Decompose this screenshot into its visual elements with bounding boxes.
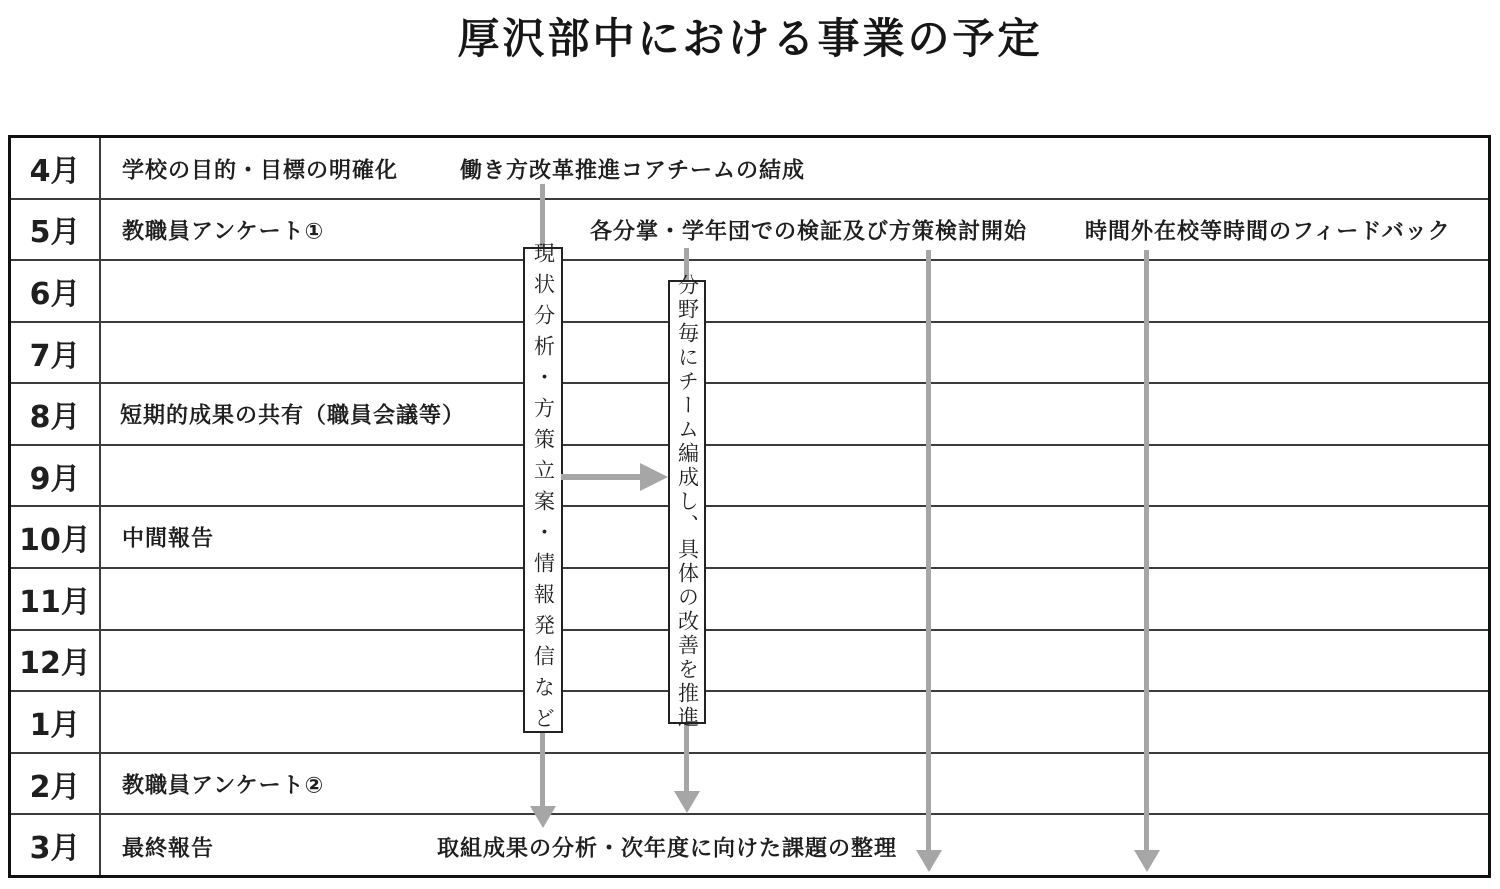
down-arrowhead-icon — [916, 850, 942, 872]
event-label-may-verification: 各分掌・学年団での検証及び方策検討開始 — [590, 219, 1028, 245]
event-label-mar-final: 最終報告 — [122, 836, 215, 862]
table-row-september — [11, 446, 1488, 508]
connector-line-box1-bottom — [540, 733, 545, 807]
event-label-april-goal: 学校の目的・目標の明確化 — [122, 158, 399, 184]
row-content — [101, 631, 1488, 691]
event-label-aug-share: 短期的成果の共有（職員会議等） — [120, 403, 466, 429]
horizontal-arrow-line — [561, 474, 640, 480]
table-row-december — [11, 631, 1488, 693]
row-content — [101, 261, 1488, 321]
flow-box-team-label: 分野毎にチーム編成し、具体の改善を推進 — [675, 274, 700, 730]
month-label: 10月 — [11, 507, 101, 567]
month-label: 12月 — [11, 631, 101, 691]
table-row-january — [11, 692, 1488, 754]
table-row-june — [11, 261, 1488, 323]
connector-line-box1-top — [540, 184, 545, 248]
month-label: 6月 — [11, 261, 101, 321]
event-label-oct-interim: 中間報告 — [122, 526, 215, 552]
month-label: 1月 — [11, 692, 101, 752]
month-label: 3月 — [11, 815, 101, 875]
down-arrowhead-icon — [530, 806, 556, 828]
event-label-may-survey1: 教職員アンケート① — [122, 219, 325, 245]
connector-line-box2-bottom — [684, 722, 689, 792]
flow-box-analysis — [523, 242, 563, 738]
flow-box-analysis-label: 現状分析・方策立案・情報発信など — [531, 242, 556, 738]
right-arrowhead-icon — [640, 463, 668, 491]
month-label: 4月 — [11, 138, 101, 198]
row-content — [101, 507, 1488, 567]
month-label: 7月 — [11, 323, 101, 383]
down-arrowhead-icon — [1134, 850, 1160, 872]
month-label: 11月 — [11, 569, 101, 629]
schedule-table — [8, 135, 1491, 878]
event-label-may-feedback: 時間外在校等時間のフィードバック — [1085, 219, 1451, 245]
table-row-july — [11, 323, 1488, 385]
row-content — [101, 446, 1488, 506]
row-content — [101, 323, 1488, 383]
event-label-mar-analysis: 取組成果の分析・次年度に向けた課題の整理 — [437, 836, 898, 862]
table-row-october — [11, 507, 1488, 569]
long-arrow-feedback-line — [1144, 250, 1149, 851]
page-title: 厚沢部中における事業の予定 — [457, 14, 1043, 63]
row-content — [101, 569, 1488, 629]
flow-box-team — [668, 274, 706, 730]
long-arrow-verification-line — [926, 250, 931, 851]
event-label-feb-survey2: 教職員アンケート② — [122, 773, 325, 799]
event-label-april-core-team: 働き方改革推進コアチームの結成 — [460, 158, 806, 184]
table-row-november — [11, 569, 1488, 631]
row-content — [101, 692, 1488, 752]
down-arrowhead-icon — [674, 791, 700, 813]
month-label: 2月 — [11, 754, 101, 814]
month-label: 5月 — [11, 200, 101, 260]
month-label: 9月 — [11, 446, 101, 506]
month-label: 8月 — [11, 384, 101, 444]
